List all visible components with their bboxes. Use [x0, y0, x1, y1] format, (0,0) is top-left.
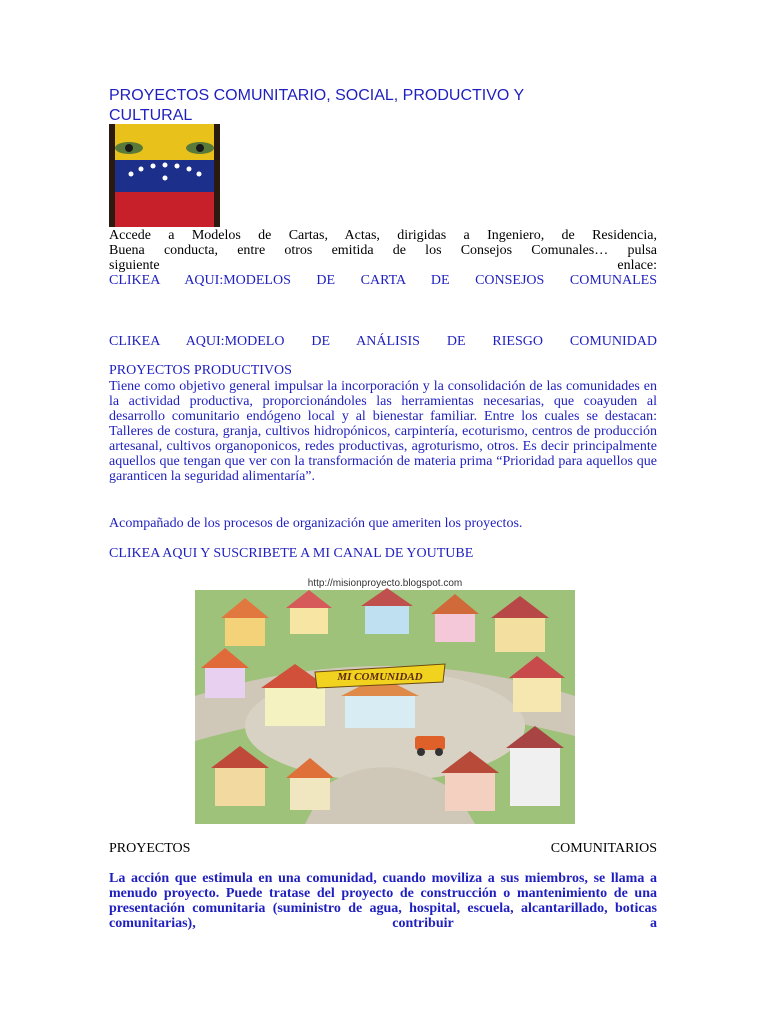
productivos-paragraph-2: Acompañado de los procesos de organización que ameriten los proyectos.: [109, 516, 523, 531]
mi-comunidad-image: [195, 576, 575, 824]
link-analisis-riesgo[interactable]: CLIKEA AQUI:MODELO DE ANÁLISIS DE RIESGO COMUNIDAD: [109, 334, 657, 349]
intro-line: Buena conducta, entre otros emitida de los Consejos Comunales… pulsa: [109, 243, 657, 258]
intro-word: siguiente: [109, 258, 160, 273]
heading-proyectos-comunitarios: [109, 841, 657, 856]
image-url-text: http://misionproyecto.blogspot.com: [307, 578, 463, 589]
heading-proyectos-productivos: PROYECTOS PRODUCTIVOS: [109, 363, 292, 378]
link-modelos-carta[interactable]: CLIKEA AQUI:MODELOS DE CARTA DE CONSEJOS COMUNALES: [109, 273, 657, 288]
link-youtube[interactable]: CLIKEA AQUI Y SUSCRIBETE A MI CANAL DE YOUTUBE: [109, 546, 474, 561]
heading-word: COMUNITARIOS: [550, 841, 657, 856]
image-banner-text: MI COMUNIDAD: [337, 671, 423, 683]
comunitarios-paragraph: La acción que estimula en una comunidad, cuando moviliza a sus miembros, se llama a menudo proyecto. Puede tratase del proyecto de construcción o mantenimiento de una presentación comunitaria (suministro de agua, hospital, escuela, alcantarillado, boticas comunitarias), contribuir a: [109, 871, 657, 931]
venezuela-face-image: [109, 124, 220, 227]
productivos-paragraph: Tiene como objetivo general impulsar la incorporación y la consolidación de las comunidades en la actividad productiva, proporcionándoles las herramientas necesarias, que coayuden al desarrollo comunitario endógeno local y al bienestar familiar. Entre los cuales se destacan: Talleres de costura, granja, cultivos hidropónicos, carpintería, ecoturismo, centros de producción artesanal, cultivos organoponicos, redes productivas, agroturismo, otros. Es decir principalmente aquellos que tengan que ver con la transformación de materia prima “Prioridad para aquellos que garanticen la seguridad alimentaría”.: [109, 379, 657, 484]
page-title: PROYECTOS COMUNITARIO, SOCIAL, PRODUCTIVO Y CULTURAL: [109, 87, 524, 124]
intro-line-last: [109, 258, 657, 273]
intro-word: enlace:: [617, 258, 657, 273]
village-illustration: [195, 576, 575, 824]
face-flag-illustration: [109, 124, 220, 227]
intro-line: Accede a Modelos de Cartas, Actas, dirigidas a Ingeniero, de Residencia,: [109, 228, 657, 243]
heading-word: PROYECTOS: [109, 841, 191, 856]
intro-paragraph: [109, 228, 657, 273]
